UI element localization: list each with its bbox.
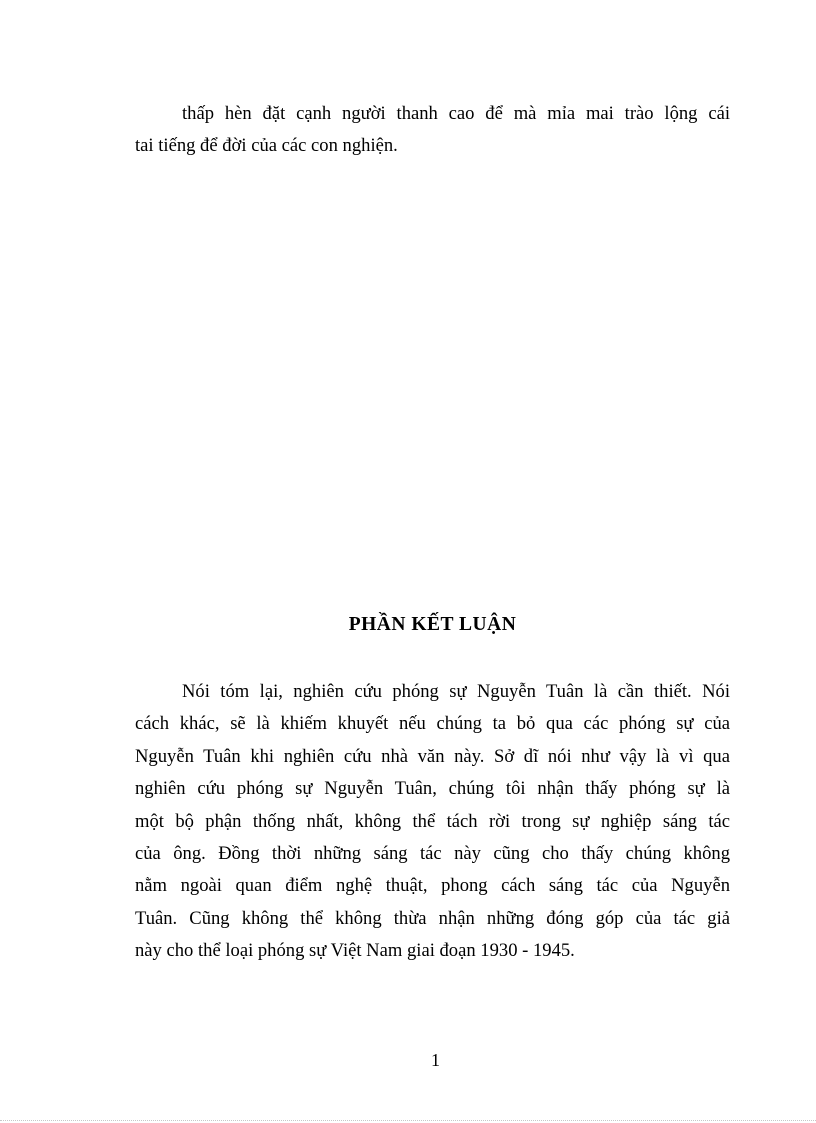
paragraph-continuation bbox=[135, 98, 730, 163]
section-heading: PHẦN KẾT LUẬN bbox=[348, 614, 517, 635]
paragraph-line: Nói tóm lại, nghiên cứu phóng sự Nguyễn Tuân là cần thiết. Nói bbox=[182, 681, 730, 702]
paragraph-line: này cho thể loại phóng sự Việt Nam giai đoạn 1930 - 1945. bbox=[135, 940, 575, 962]
paragraph-line: Tuân. Cũng không thể không thừa nhận những đóng góp của tác giả bbox=[135, 907, 730, 929]
conclusion-paragraph bbox=[135, 676, 730, 968]
paragraph-line: một bộ phận thống nhất, không thể tách rời trong sự nghiệp sáng tác bbox=[135, 810, 730, 832]
page-bottom-divider bbox=[0, 1120, 816, 1121]
paragraph-line: của ông. Đồng thời những sáng tác này cũng cho thấy chúng không bbox=[135, 843, 730, 865]
paragraph-line: nghiên cứu phóng sự Nguyễn Tuân, chúng tôi nhận thấy phóng sự là bbox=[135, 778, 730, 800]
paragraph-line: thấp hèn đặt cạnh người thanh cao để mà mỉa mai trào lộng cái bbox=[182, 103, 730, 124]
page-number: 1 bbox=[431, 1050, 440, 1070]
paragraph-line: cách khác, sẽ là khiếm khuyết nếu chúng ta bỏ qua các phóng sự của bbox=[135, 713, 730, 735]
paragraph-line: nằm ngoài quan điểm nghệ thuật, phong cách sáng tác của Nguyễn bbox=[135, 875, 730, 897]
paragraph-line: Nguyễn Tuân khi nghiên cứu nhà văn này. Sở dĩ nói như vậy là vì qua bbox=[135, 745, 730, 767]
paragraph-line: tai tiếng để đời của các con nghiện. bbox=[135, 135, 398, 157]
